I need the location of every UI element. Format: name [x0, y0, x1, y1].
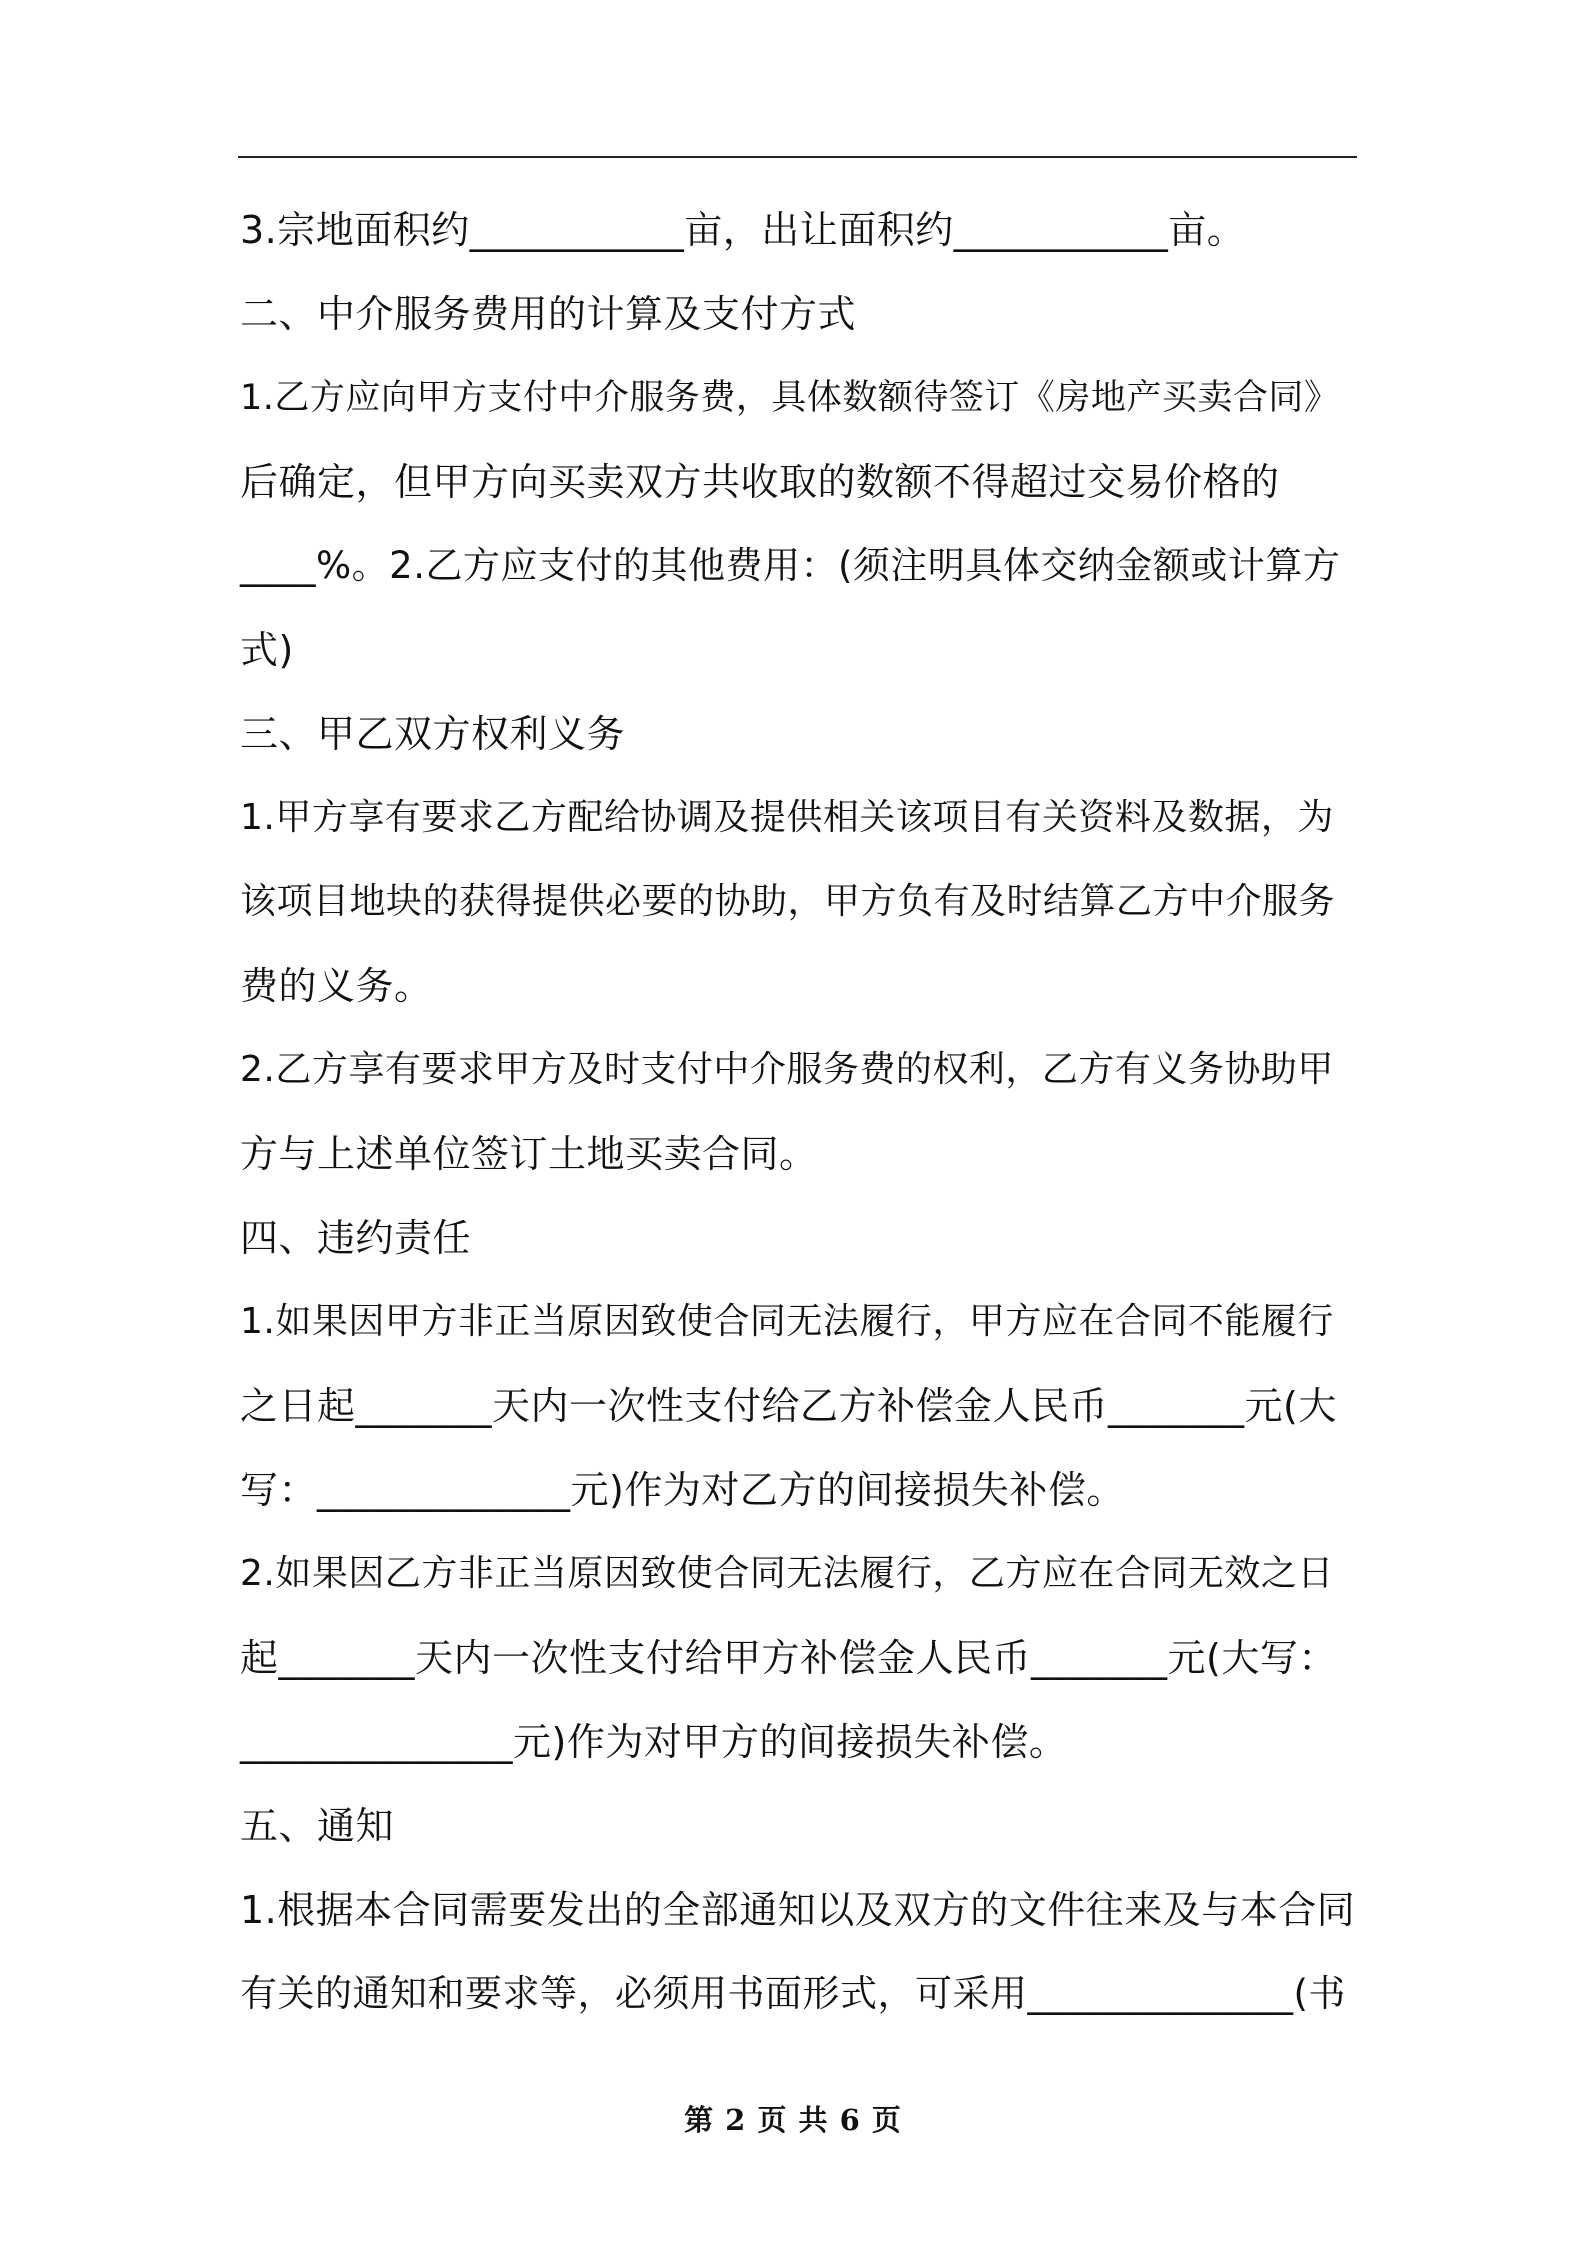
paragraph-line: 该项目地块的获得提供必要的协助，甲方负有及时结算乙方中介服务 — [240, 881, 1336, 922]
paragraph-line: 1.乙方应向甲方支付中介服务费，具体数额待签订《房地产买卖合同》 — [240, 378, 1340, 418]
paragraph-line: 后确定，但甲方向买卖双方共收取的数额不得超过交易价格的 — [240, 460, 1280, 504]
page-number-footer: 第 2 页 共 6 页 — [684, 2103, 902, 2137]
paragraph-line: ____%。2.乙方应支付的其他费用：(须注明具体交纳金额或计算方 — [240, 544, 1341, 587]
paragraph-line: 2.如果因乙方非正当原因致使合同无法履行，乙方应在合同无效之日 — [240, 1553, 1334, 1594]
paragraph-line: 起_______天内一次性支付给甲方补偿金人民币_______元(大写： — [240, 1636, 1337, 1680]
section-3-heading: 三、甲乙双方权利义务 — [240, 712, 626, 756]
paragraph-line: 费的义务。 — [240, 964, 433, 1008]
paragraph-line: 之日起_______天内一次性支付给乙方补偿金人民币_______元(大 — [240, 1384, 1337, 1428]
paragraph-line: 1.根据本合同需要发出的全部通知以及双方的文件往来及与本合同 — [240, 1888, 1356, 1932]
section-2-heading: 二、中介服务费用的计算及支付方式 — [240, 292, 857, 336]
paragraph-line: 1.甲方享有要求乙方配给协调及提供相关该项目有关资料及数据，为 — [240, 797, 1334, 838]
paragraph-line: 式) — [240, 628, 294, 672]
document-body — [240, 188, 1360, 2036]
header-rule — [238, 156, 1357, 158]
paragraph-line: 2.乙方享有要求甲方及时支付中介服务费的权利，乙方有义务协助甲 — [240, 1049, 1334, 1090]
paragraph-line: 1.如果因甲方非正当原因致使合同无法履行，甲方应在合同不能履行 — [240, 1301, 1334, 1342]
paragraph-line: 有关的通知和要求等，必须用书面形式，可采用______________(书 — [240, 1972, 1346, 2015]
section-5-heading: 五、通知 — [240, 1804, 395, 1848]
paragraph-line: ______________元)作为对甲方的间接损失补偿。 — [240, 1720, 1068, 1764]
paragraph-line: 写：_____________元)作为对乙方的间接损失补偿。 — [240, 1468, 1125, 1512]
paragraph-line: 方与上述单位签订土地买卖合同。 — [240, 1132, 818, 1176]
clause-3-land-area: 3.宗地面积约___________亩，出让面积约___________亩。 — [240, 208, 1246, 252]
section-4-heading: 四、违约责任 — [240, 1216, 472, 1260]
